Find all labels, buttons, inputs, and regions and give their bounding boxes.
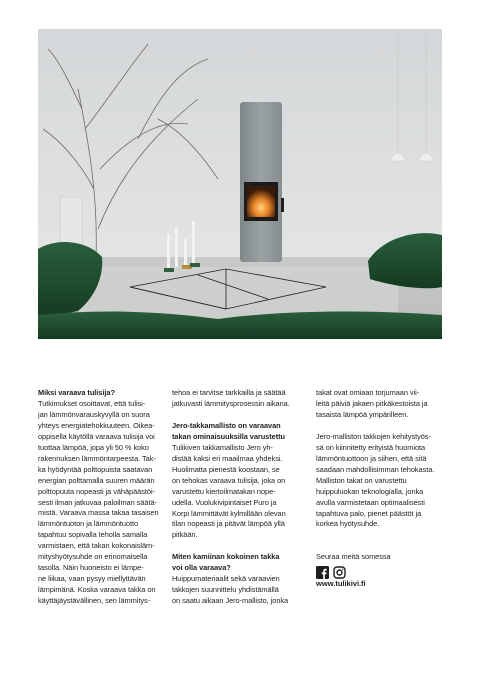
heading-kamiina-line: Miten kamiinan kokoinen takka <box>172 552 280 562</box>
col2-line: varustettu kiertoilmatakan nope- <box>172 486 276 496</box>
hero-photo <box>38 29 442 339</box>
col1-line: mistä. Varaava massa takaa tasaisen <box>38 508 159 518</box>
door-handle <box>281 198 284 212</box>
col2-line: Tulikiven takkamallisto Jero yh- <box>172 442 273 452</box>
col3-line: tapahtuva palo, pienet päästöt ja <box>316 508 422 518</box>
follow-us-label: Seuraa meitä somessa <box>316 552 391 562</box>
col3-line: korkea hyötysuhde. <box>316 519 380 529</box>
col2-line: takkojen suunnittelu yhdistämällä <box>172 585 279 595</box>
instagram-icon[interactable] <box>333 566 346 579</box>
col2-line: Korpi lämmittävät kylmillään olevan <box>172 508 286 518</box>
facebook-icon[interactable] <box>316 566 329 579</box>
column-2 <box>172 388 304 607</box>
col3-line: takat ovat omiaan torjumaan vii- <box>316 388 420 397</box>
col1-line: sesti ilman jatkuvaa paloilman säätä- <box>38 497 157 507</box>
col2-line: Huippumateriaalit sekä varaavien <box>172 574 280 584</box>
col3-line: leitä päiviä jakaen pitkäkestoista ja <box>316 398 428 408</box>
heading-jero-line: takan ominaisuuksilla varustettu <box>172 431 285 441</box>
col1-line: energian polttamalla suuren määrän <box>38 475 155 485</box>
fireplace-room-illustration <box>38 29 442 339</box>
col3-line: avulla varmistetaan optimaalisesti <box>316 497 425 507</box>
col3-line: Jero-malliston takkojen kehitystyös- <box>316 431 431 441</box>
col1-line: oppisella käytöllä varaava tulisija voi <box>38 431 155 441</box>
col1-line: jan lämmönvarauskyvyllä on suora <box>38 409 150 419</box>
col1-line: Tutkimukset osoittavat, että tulisi- <box>38 398 146 408</box>
col2-line: Huolimatta pienestä koostaan, se <box>172 464 280 474</box>
col2-line: udella. Vuolukivipintaiset Puro ja <box>172 497 277 507</box>
col1-line: varmistaen, että takan kokonaisläm- <box>38 541 155 551</box>
col1-line: lämmöntuoton ja lämmöntuotto <box>38 519 139 529</box>
col1-line: tasolla. Näin huoneisto ei lämpe- <box>38 563 144 573</box>
heading-why-heat-storing: Miksi varaava tulisija? <box>38 388 115 397</box>
col3-line: tasaista lämpöä ympärilleen. <box>316 409 409 419</box>
col3-line: sä on kiinnitetty erityistä huomiota <box>316 442 426 452</box>
col2-line: pitkään. <box>172 530 198 540</box>
col2-line: jatkuvasti lämmitysprosessin aikana. <box>172 398 290 408</box>
col1-line: mityshyötysuhde on erinomaisella <box>38 552 148 562</box>
website-link[interactable]: www.tulikivi.fi <box>316 579 366 589</box>
col1-line: polttopuuta nopeasti ja vähäpäästöi- <box>38 486 155 496</box>
col2-line: on tehokas varaava tulisija, joka on <box>172 475 286 485</box>
col1-line: ka hyödyntää polttopuista saatavan <box>38 464 153 474</box>
col1-line: tapahtuu sopivalla teholla samalla <box>38 530 148 540</box>
col1-line: käyttäjäystävällinen, sen lämmitys- <box>38 596 151 606</box>
col1-line: yhteys energiatehokkuuteen. Oikea- <box>38 420 155 430</box>
col2-line: distää kaksi eri maailmaa yhdeksi. <box>172 453 283 463</box>
col2-line: on saatu aikaan Jero-mallisto, jonka <box>172 596 289 606</box>
col2-line: tilan nopeasti ja pitävät lämpöä yllä <box>172 519 285 529</box>
col1-line: lämpimänä. Koska varaava takka on <box>38 585 156 595</box>
heading-jero-line: Jero-takkamallisto on varaavan <box>172 420 281 430</box>
col3-line: saadaan mahdollisimman tehokasta. <box>316 464 435 474</box>
heading-kamiina-line: voi olla varaava? <box>172 563 231 573</box>
column-1 <box>38 388 170 607</box>
col1-line: tuottaa lämpöä, jopa yli 50 % koko <box>38 442 149 452</box>
fire-window <box>247 186 275 217</box>
col2-line: tehoa ei tarvitse tarkkailla ja säätää <box>172 388 286 397</box>
column-3 <box>316 388 448 590</box>
col1-line: rakennuksen lämmöntarpeesta. Tak- <box>38 453 156 463</box>
col1-line: ne liikaa, vaan pysyy miellyttävän <box>38 574 146 584</box>
col3-line: Malliston takat on varustettu <box>316 475 407 485</box>
col3-line: lämmöntuottoon ja siihen, että sitä <box>316 453 427 463</box>
social-links <box>316 566 448 579</box>
col3-line: huippuluokan teknologialla, jonka <box>316 486 424 496</box>
